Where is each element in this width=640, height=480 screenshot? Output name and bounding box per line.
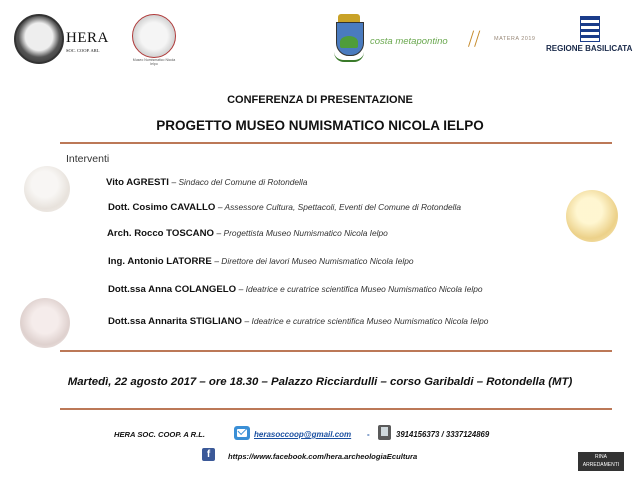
regione-basilicata-logo	[546, 16, 632, 60]
footer-separator: -	[367, 430, 370, 439]
footer-org: HERA SOC. COOP. A R.L.	[114, 430, 205, 439]
hera-logo-subtext: SOC. COOP. ARL	[66, 48, 100, 53]
speaker-role: – Ideatrice e curatrice scientifica Museo Numismatico Nicola Ielpo	[238, 284, 483, 294]
hera-logo-text: HERA	[66, 30, 109, 46]
speaker-row	[107, 228, 388, 239]
speaker-name: Dott.ssa Annarita STIGLIANO	[108, 316, 242, 327]
hera-emblem-icon	[14, 14, 64, 64]
page-title: PROGETTO MUSEO NUMISMATICO NICOLA IELPO	[156, 118, 484, 133]
speaker-role: – Progettista Museo Numismatico Nicola Ielpo	[216, 228, 388, 238]
speaker-role: – Direttore dei lavori Museo Numismatico Nicola Ielpo	[214, 256, 414, 266]
museum-logo-text: Museo Numismatico Nicola Ielpo	[132, 58, 176, 66]
speaker-row	[108, 256, 414, 267]
speaker-name: Vito AGRESTI	[106, 177, 169, 188]
matera-logo-text: MATERA 2019	[494, 36, 536, 42]
speaker-row	[108, 284, 483, 295]
footer-phones: 3914156373 / 3337124869	[396, 430, 490, 439]
speaker-name: Dott.ssa Anna COLANGELO	[108, 284, 237, 295]
email-link[interactable]: herasoccoop@gmail.com	[254, 430, 352, 439]
coin-image-bottom-left	[20, 298, 70, 348]
matera-logo	[468, 28, 548, 52]
regione-emblem-icon	[580, 16, 600, 42]
speaker-name: Ing. Antonio LATORRE	[108, 256, 212, 267]
interventi-label: Interventi	[66, 153, 110, 165]
coin-image-top-left	[24, 166, 70, 212]
matera-mark-icon: ⧸⧸	[468, 29, 481, 49]
title-divider	[60, 142, 612, 144]
phone-icon	[378, 425, 391, 440]
conference-subtitle: CONFERENZA DI PRESENTAZIONE	[227, 94, 413, 106]
speaker-name: Arch. Rocco TOSCANO	[107, 228, 214, 239]
museum-logo	[130, 14, 176, 74]
sponsor-logo-text: RINA ARREDAMENTI	[582, 454, 620, 468]
facebook-icon: f	[202, 448, 215, 461]
email-icon	[234, 426, 250, 440]
municipality-crest-icon	[334, 14, 364, 64]
speaker-row	[108, 202, 461, 213]
costa-metapontina-logo	[370, 36, 466, 52]
event-divider	[60, 408, 612, 410]
museum-portrait-icon	[132, 14, 176, 58]
coin-image-gold	[566, 190, 618, 242]
speaker-role: – Assessore Cultura, Spettacoli, Eventi del Comune di Rotondella	[217, 202, 462, 212]
speaker-row	[108, 316, 488, 327]
speakers-divider	[60, 350, 612, 352]
speaker-role: – Sindaco del Comune di Rotondella	[171, 177, 308, 187]
hera-logo	[14, 14, 114, 64]
sponsor-logo	[578, 452, 624, 471]
facebook-link[interactable]: https://www.facebook.com/hera.archeologiaEcultura	[228, 452, 418, 461]
regione-logo-text: REGIONE BASILICATA	[546, 44, 633, 53]
speaker-role: – Ideatrice e curatrice scientifica Museo Numismatico Nicola Ielpo	[244, 316, 489, 326]
speaker-row	[106, 177, 307, 188]
speaker-name: Dott. Cosimo CAVALLO	[108, 202, 216, 213]
costa-logo-text: costa metapontino	[370, 36, 448, 47]
event-details: Martedì, 22 agosto 2017 – ore 18.30 – Palazzo Ricciardulli – corso Garibaldi – Rotondella (MT)	[67, 376, 573, 388]
